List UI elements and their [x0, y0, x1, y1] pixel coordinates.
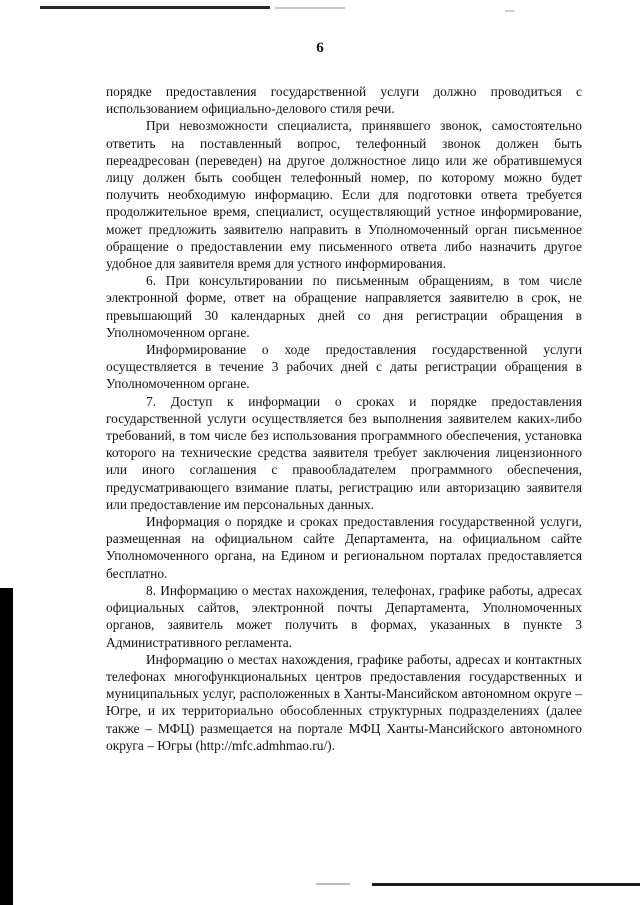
scan-artifact-left-bar [0, 588, 13, 905]
scan-artifact-bottom-smudge [316, 883, 350, 885]
paragraph: 8. Информацию о местах нахождения, телефонах, графике работы, адресах официальных сайтов, электронной почты Департамента, Уполномоченных органов, заявитель может получить в формах, указанных в пункте 3 Административного регламента. [106, 582, 582, 650]
paragraph: порядке предоставления государственной услуги должно проводиться с использованием официально-делового стиля речи. [106, 84, 582, 117]
paragraph: Информация о порядке и сроках предоставления государственной услуги, размещенная на официальном сайте Департамента, на официальном сайте Уполномоченного органа, на Едином и региональном порталах предоставляется бесплатно. [106, 514, 582, 581]
scan-artifact-top-smudge [275, 7, 345, 9]
scan-artifact-top-line [40, 6, 270, 9]
scan-artifact-top-dot [505, 10, 515, 12]
paragraph: Информирование о ходе предоставления государственной услуги осуществляется в течение 3 рабочих дней с даты регистрации обращения в Уполномоченном органе. [106, 342, 582, 392]
paragraph: Информацию о местах нахождения, графике работы, адресах и контактных телефонах многофункциональных центров предоставления государственных и муниципальных услуг, расположенных в Ханты-Мансийском автономном округе – Югре, и их территориально обособленных структурных подразделениях (далее также – МФЦ) размещается на портале МФЦ Ханты-Мансийского автономного округа – Югры (http://mfc.admhmao.ru/). [106, 651, 582, 753]
paragraph: При невозможности специалиста, принявшего звонок, самостоятельно ответить на поставленный вопрос, телефонный звонок должен быть переадресован (переведен) на другое должностное лицо или же обратившемуся лицу должен быть сообщен телефонный номер, по которому можно будет получить необходимую информацию. Если для подготовки ответа требуется продолжительное время, специалист, осуществляющий устное информирование, может предложить заявителю направить в Уполномоченный орган письменное обращение о предоставлении ему письменного ответа либо назначить другое удобное для заявителя время для устного информирования. [106, 118, 582, 272]
paragraph: 6. При консультировании по письменным обращениям, в том числе электронной форме, ответ на обращение направляется заявителю в срок, не превышающий 30 календарных дней со дня регистрации обращения в Уполномоченном органе. [106, 273, 582, 340]
paragraph: 7. Доступ к информации о сроках и порядке предоставления государственной услуги осуществляется без выполнения заявителем каких-либо требований, в том числе без использования программного обеспечения, установка которого на технические средства заявителя требует заключения лицензионного или иного соглашения с правообладателем программного обеспечения, предусматривающего взимание платы, регистрацию или авторизацию заявителя или предоставление им персональных данных. [106, 393, 582, 512]
scan-artifact-bottom-line [372, 883, 640, 886]
page-number: 6 [316, 40, 324, 56]
document-body [106, 83, 582, 754]
